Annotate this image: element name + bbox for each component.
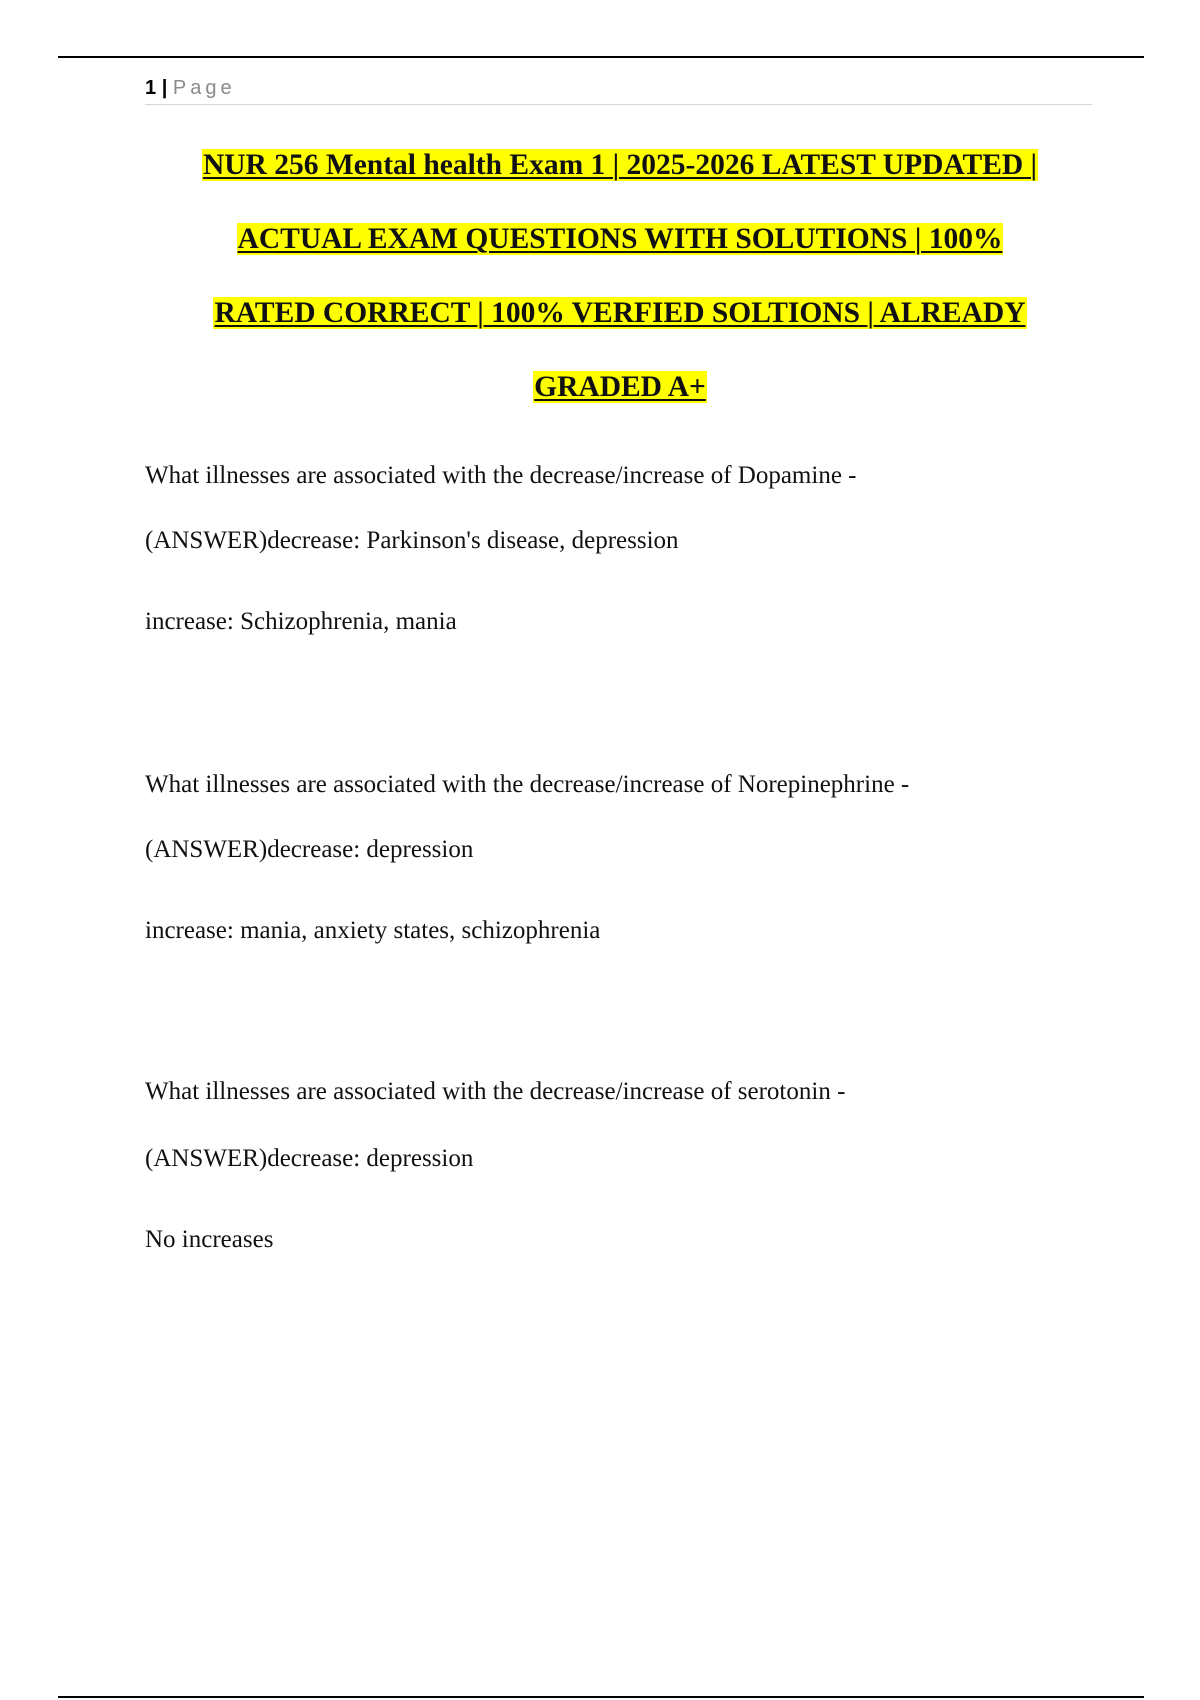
answer-text: (ANSWER)decrease: depression: [145, 1145, 474, 1172]
question-text: What illnesses are associated with the decrease/increase of Norepinephrine -: [145, 771, 910, 798]
title-line: [130, 276, 1110, 350]
title-line: [130, 128, 1110, 202]
question-text: What illnesses are associated with the decrease/increase of serotonin -: [145, 1078, 846, 1105]
page-header: [145, 72, 1092, 105]
title-line-text: RATED CORRECT | 100% VERFIED SOLTIONS | ALREADY: [214, 297, 1026, 329]
answer-detail-text: increase: mania, anxiety states, schizophrenia: [145, 917, 601, 944]
title-line: [130, 202, 1110, 276]
page-label: Page: [172, 77, 236, 99]
answer-detail-text: increase: Schizophrenia, mania: [145, 608, 457, 635]
page-number-separator: |: [161, 77, 168, 99]
question-text: What illnesses are associated with the decrease/increase of Dopamine -: [145, 462, 857, 489]
title-line-text: ACTUAL EXAM QUESTIONS WITH SOLUTIONS | 100%: [237, 223, 1003, 255]
title-line-text: NUR 256 Mental health Exam 1 | 2025-2026 LATEST UPDATED |: [202, 149, 1038, 181]
answer-detail-text: No increases: [145, 1226, 274, 1253]
title-line-text: GRADED A+: [534, 371, 706, 403]
document-title: [130, 128, 1110, 424]
bottom-rule: [58, 1696, 1144, 1698]
page-number: 1: [145, 77, 157, 99]
answer-text: (ANSWER)decrease: depression: [145, 836, 474, 863]
top-rule: [58, 56, 1144, 58]
title-line: [130, 350, 1110, 424]
answer-text: (ANSWER)decrease: Parkinson's disease, depression: [145, 527, 679, 554]
